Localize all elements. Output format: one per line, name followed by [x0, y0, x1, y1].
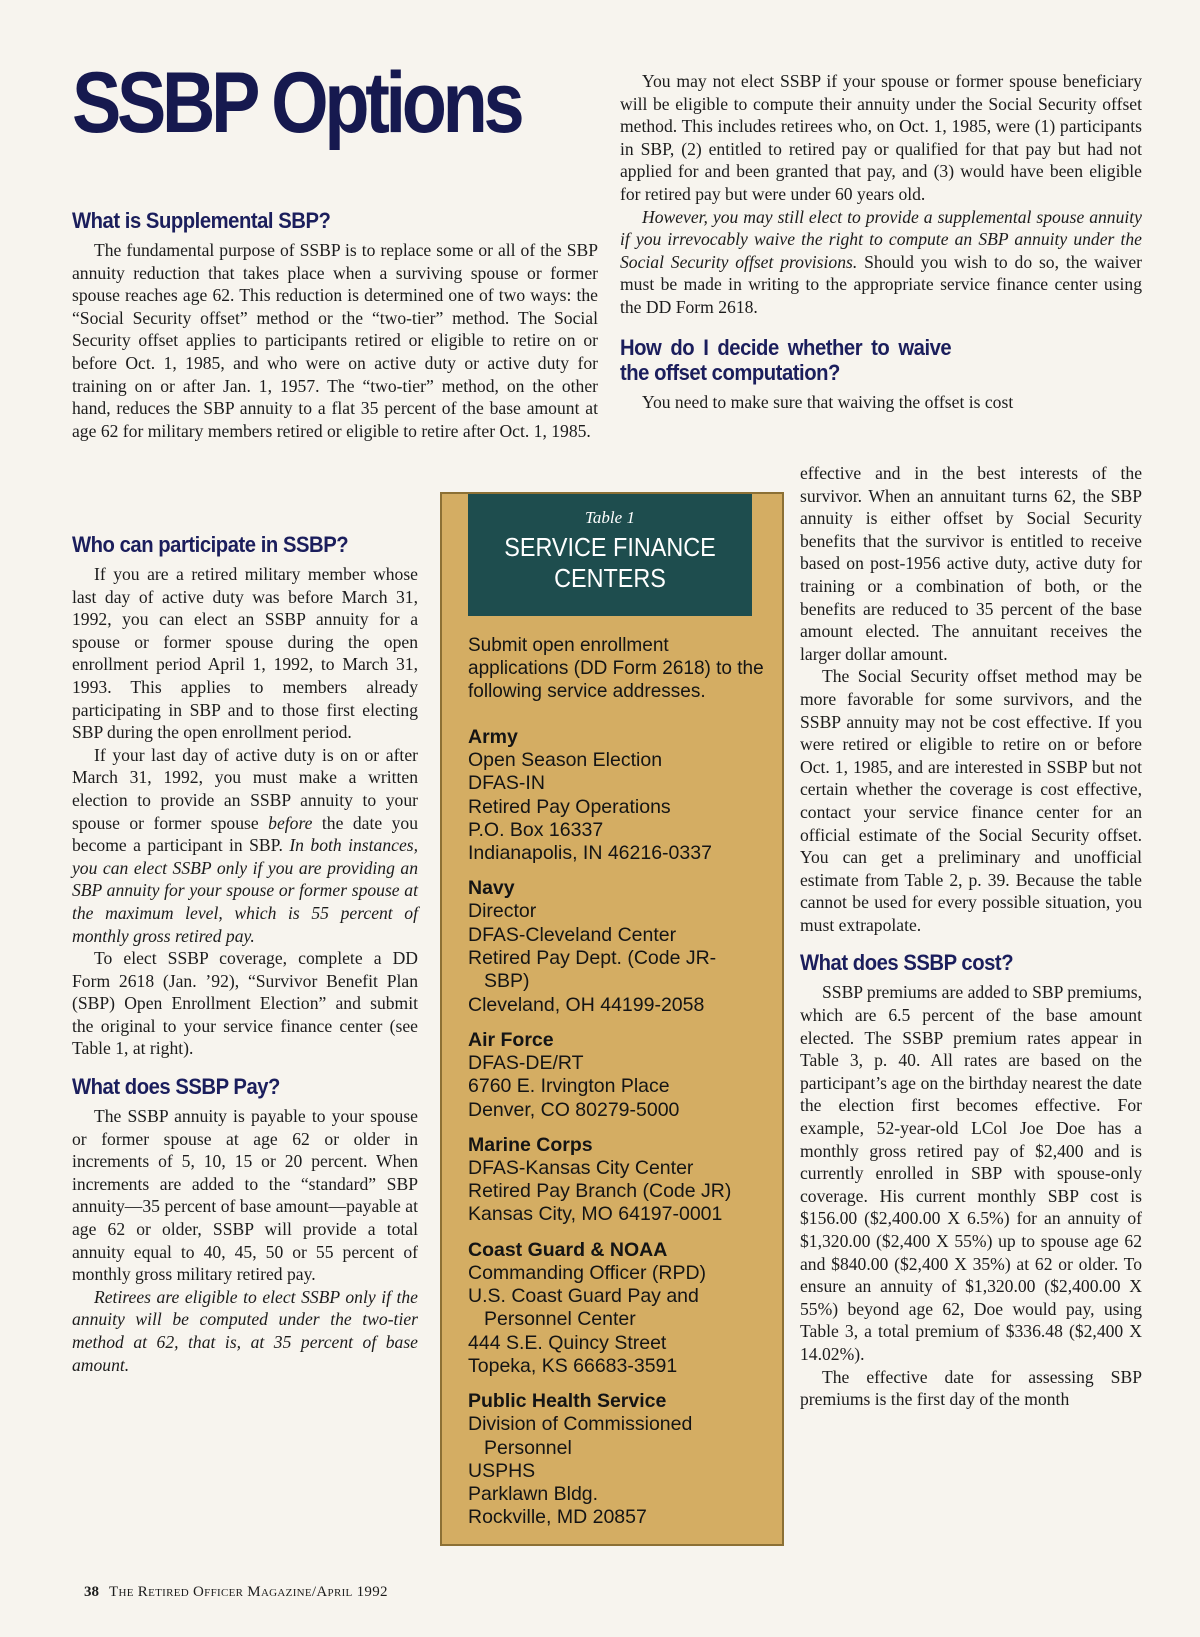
service-name: Public Health Service [468, 1390, 667, 1413]
service-name: Air Force [468, 1028, 554, 1051]
address-line: Personnel Center [484, 1308, 636, 1331]
service-address-block [468, 1134, 774, 1227]
address-line: Denver, CO 80279-5000 [468, 1098, 680, 1121]
address-line: SBP) [484, 970, 530, 993]
page-footer [84, 1584, 388, 1601]
text-run: Should you wish to do so, the waiver must be made in writing to the appropriate service finance center using the DD Form 2618. [620, 251, 1142, 317]
page-number: 38 [84, 1584, 99, 1600]
service-name: Coast Guard & NOAA [468, 1238, 668, 1261]
service-name: Marine Corps [468, 1133, 593, 1156]
service-finance-centers-table [440, 492, 784, 1546]
column-right-narrow [800, 462, 1142, 1411]
paragraph: You may not elect SSBP if your spouse or former spouse beneficiary will be eligible to compute their annuity under the Social Security offset method. This includes retirees who, on Oct. 1, 1985, were (1) participants in SBP, (2) entitled to retired pay or qualified for that pay but had not applied for and been granted that pay, and (3) would have been eligible for retired pay but were under 60 years old. [620, 71, 1142, 204]
service-address-block [468, 1390, 774, 1529]
heading-what-does-ssbp-pay: What does SSBP Pay? [72, 1074, 280, 1100]
paragraph: SSBP premiums are added to SBP premiums, which are 6.5 percent of the base amount elected. The SSBP premium rates appear in Table 3, p. 40. All rates are based on the participant’s age on the birthday nearest the date the election first becomes effective. For example, 52-year-old LCol Joe Doe has a monthly gross retired pay of $2,400 and is currently enrolled in SBP with spouse-only coverage. His current monthly SBP cost is $156.00 ($2,400.00 X 6.5%) for an annuity of $1,320.00 ($2,400 X 55%) up to spouse age 62 and $840.00 ($2,400 X 35%) at 62 or older. To ensure an annuity of $1,320.00 ($2,400.00 X 55%) beyond age 62, Doe would pay, using Table 3, a total premium of $336.48 ($2,400 X 14.02%). [800, 982, 1142, 1364]
paragraph: The SSBP annuity is payable to your spouse or former spouse at age 62 or older in increments of 5, 10, 15 or 20 percent. When increments are added to the “standard” SBP annuity—35 percent of base amount—payable at age 62 or older, SSBP will provide a total annuity equal to 40, 45, 50 or 55 percent of monthly gross military retired pay. [72, 1106, 418, 1285]
paragraph: The Social Security offset method may be more favorable for some survivors, and the SSBP annuity may not be cost effective. If you were retired or eligible to retire on or before Oct. 1, 1985, and are interested in SSBP but not certain whether the coverage is cost effective, contact your service finance center for an official estimate of the Social Security offset. You can get a preliminary and unofficial estimate from Table 2, p. 39. Because the table cannot be used for every possible situation, you must extrapolate. [800, 666, 1142, 935]
text-run-italic: However, you may still elect to provide a supplemental spouse annuity if you irrevocably waive the right to compute an SBP annuity under the Social Security offset provisions. [620, 206, 1142, 272]
paragraph-continued: effective and in the best interests of the survivor. When an annuitant turns 62, the SBP annuity is either offset by Social Security benefits that the survivor is entitled to receive based on post-1956 active duty, active duty for training or a combination of both, or the benefits are reduced to 35 percent of the base amount elected. The annuitant receives the larger dollar amount. [800, 463, 1142, 664]
address-line: Retired Pay Branch (Code JR) [468, 1180, 732, 1203]
paragraph: The fundamental purpose of SSBP is to replace some or all of the SBP annuity reduction that takes place when a surviving spouse or former spouse reaches age 62. This reduction is determined one of two ways: the “Social Security offset” method or the “two-tier” method. The Social Security offset applies to participants retired or eligible to retire on or before Oct. 1, 1985, and who were on active duty or active duty for training on or after Jan. 1, 1957. The “two-tier” method, on the other hand, reduces the SBP annuity to a flat 35 percent of the base amount at age 62 for military members retired or eligible to retire after Oct. 1, 1985. [72, 240, 598, 441]
paragraph: If you are a retired military member whose last day of active duty was before March 31, 1992, you can elect an SSBP annuity for a spouse or former spouse during the open enrollment period April 1, 1992, to March 31, 1993. This applies to members already participating in SBP and to those first electing SBP during the open enrollment period. [72, 564, 418, 743]
address-line: Personnel [484, 1436, 572, 1459]
address-line: 6760 E. Irvington Place [468, 1075, 670, 1098]
page-title: SSBP Options [72, 55, 521, 151]
address-line: U.S. Coast Guard Pay and [468, 1285, 699, 1308]
address-line: DFAS-DE/RT [468, 1051, 584, 1074]
address-line: Rockville, MD 20857 [468, 1506, 647, 1529]
heading-who-can-participate: Who can participate in SSBP? [72, 532, 349, 557]
address-line: Parklawn Bldg. [468, 1483, 599, 1506]
address-line: Cleveland, OH 44199-2058 [468, 993, 705, 1016]
paragraph: To elect SSBP coverage, complete a DD Form 2618 (Jan. ’92), “Survivor Benefit Plan (SBP) Open Enrollment Election” and submit the original to your service finance center (see Table 1, at right). [72, 948, 418, 1059]
text-run: If your last day of active duty is on or after March 31, 1992, you must make a written election to provide an SSBP annuity to your spouse or former spouse [72, 744, 418, 833]
address-line: Topeka, KS 66683-3591 [468, 1354, 678, 1377]
address-line: 444 S.E. Quincy Street [468, 1331, 667, 1354]
table-label: Table 1 [585, 508, 635, 527]
address-line: P.O. Box 16337 [468, 818, 604, 841]
address-line: Commanding Officer (RPD) [468, 1261, 707, 1284]
service-address-block [468, 1029, 774, 1122]
paragraph: You need to make sure that waiving the offset is cost [642, 391, 1014, 412]
service-address-block [468, 877, 774, 1016]
service-name: Army [468, 726, 518, 748]
address-line: Kansas City, MO 64197-0001 [468, 1203, 723, 1226]
paragraph [620, 206, 1142, 319]
heading-what-does-ssbp-cost: What does SSBP cost? [800, 950, 1014, 976]
column-left-narrow [72, 532, 418, 1376]
heading-how-to-decide: How do I decide whether to waive the offset computation? [620, 334, 952, 385]
text-run-italic: before [268, 812, 313, 833]
address-line: DFAS-IN [468, 772, 545, 795]
address-line: Division of Commissioned [468, 1413, 693, 1436]
address-line: Retired Pay Dept. (Code JR- [468, 947, 717, 970]
service-name: Navy [468, 877, 515, 900]
address-line: Director [468, 900, 537, 923]
column-left-top [72, 208, 598, 442]
publication-name: The Retired Officer Magazine/April 1992 [109, 1584, 388, 1600]
paragraph-italic: Retirees are eligible to elect SSBP only if the annuity will be computed under the two-tier method at 62, that is, at 35 percent of base amount. [72, 1286, 418, 1375]
paragraph: The effective date for assessing SBP premiums is the first day of the month [800, 1366, 1142, 1410]
address-line: DFAS-Cleveland Center [468, 923, 677, 946]
address-line: Open Season Election [468, 749, 663, 771]
table-header [468, 494, 752, 616]
paragraph [72, 744, 418, 947]
address-line: USPHS [468, 1459, 536, 1482]
service-address-list [468, 726, 774, 1542]
service-address-block [468, 726, 774, 865]
address-line: DFAS-Kansas City Center [468, 1156, 694, 1179]
text-run-italic: In both instances, you can elect SSBP only if you are providing an SBP annuity for your spouse or former spouse at the maximum level, which is 55 percent of monthly gross retired pay. [72, 835, 418, 946]
service-address-block [468, 1239, 774, 1378]
table-title: SERVICE FINANCE CENTERS [504, 532, 716, 593]
column-right-top [620, 70, 1142, 413]
text-run: the date you become a participant in SBP. [72, 812, 419, 856]
heading-what-is-ssbp: What is Supplemental SBP? [72, 208, 331, 233]
table-intro: Submit open enrollment applications (DD Form 2618) to the following service addresses. [468, 635, 764, 702]
address-line: Retired Pay Operations [468, 795, 671, 818]
address-line: Indianapolis, IN 46216-0337 [468, 842, 712, 865]
